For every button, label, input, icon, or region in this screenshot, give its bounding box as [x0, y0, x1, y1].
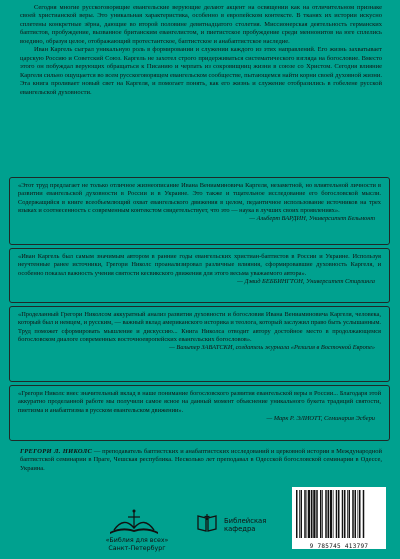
barcode-bars-icon	[295, 490, 383, 538]
review-text: «Грегори Николс внес значительный вклад в наше понимание богословского развития евангельской веры в России... Благодаря этой аккуратно проделанной работе мы получили самое ясное на данный момент объяснение уникального букета традиций святости, пиетизма и анабаптизма в русском евангельском движении».	[18, 390, 381, 414]
isbn-barcode	[292, 487, 386, 549]
bible-chair-logo-icon	[196, 512, 218, 534]
review-box	[9, 177, 390, 245]
intro-paragraph-1: Сегодня многие русскоговорящие евангельские верующие делают акцент на освящении как на отличительном признаке своей христианской веры. Это уникальная характеристика, особенно в европейском контексте. В тканях их истории искусно сплетены конкретные зёрна, дающие во второй половине девятнадцатого столетия. Миссионерская деятельность германских баптистов, пробуждение, вызванное британским евангелистом, и пиетистское пробуждение среди меннонитов на юге сплелись воедино, образуя целое, отображающий протестантское, баптистское и анабаптистское наследие.	[20, 4, 382, 45]
review-text: «Проделанный Грегори Николсом аккуратный анализ развития духовности и богословия Ивана Вениаминовича Каргеля, человека, который был и немцем, и русским, — важный вклад американского историка и теолога, который заслужил право быть услышанным. Труд поможет сформировать мышление и дискуссию... Книга Николса отводит автору достойное место в продолжающемся богословском диалоге современных восточноевропейских евангельских богословов».	[18, 311, 381, 343]
review-box	[9, 385, 390, 441]
review-text: «Этот труд предлагает не только отличное жизнеописание Ивана Вениаминовича Каргеля, незаметной, но влиятельной личности в развитии евангельской духовности в России и в Украине. Это также и тщательное исследование его богословской мысли. Содержащийся в книге всеобъемлющий охват евангельского движения в целом, педантичное использование источников на трех языках и соотнесенность с современным контекстом свидетельствует, что это — наука в лучших своих проявлениях».	[18, 182, 381, 214]
review-box	[9, 306, 390, 382]
review-author: — Вальтер ЗАВАТСКИ, создатель журнала «Религия в Восточной Европе»	[169, 344, 375, 352]
publisher-left-city: Санкт-Петербург	[108, 544, 166, 552]
author-bio-text: — преподаватель баптистских и анабаптистских исследований и церковной истории в Международной баптистской семинарии в Праге, Чешская республика. Несколько лет преподавал в Одесской богословской семинарии в Одессе, Украина.	[20, 448, 382, 472]
review-author: — Марк Р. ЭЛИОТТ, Семинария Эсбери	[266, 414, 375, 422]
review-author: — Альберт ВАРДИН, Университет Бельмонт	[249, 215, 375, 223]
review-author: — Дэвид БЕББИНГТОН, Университет Стирлинга	[237, 277, 375, 285]
review-text: «Иван Каргель был самым значимым автором в ранние годы евангельских христиан-баптистов в России и Украине. Используя неучтенные ранее источники, Грегори Николс проанализировал различные влияния, сформировавшие духовность Каргеля, и особенно показал важность учения святости кесвикского движения для этого весьма уважаемого автора».	[18, 253, 381, 277]
publisher-left-name: «Библия для всех»	[105, 537, 169, 544]
author-bio	[20, 448, 382, 473]
publisher-left	[82, 537, 192, 552]
publisher-right-line1: Библейская	[224, 517, 267, 525]
publisher-right	[224, 517, 284, 533]
review-box	[9, 248, 390, 303]
publisher-right-line2: кафедра	[224, 525, 256, 533]
intro-text	[20, 4, 382, 97]
intro-paragraph-2: Иван Каргель сыграл уникальную роль в формировании и служении каждого из этих направлений. Его жизнь захватывает царскую Россию и Советский Союз. Каргель не захотел строго придерживаться систематического взгляда на богословие. Вместо этого он побуждал верующих обращаться к Писанию и черпать из сокровищниц жизни в союзе со Христом. Сегодня влияние Каргеля сильно ощущается во всем русскоговорящем евангельском сообществе, пытающемся найти корни своей духовной жизни. Эта книга проливает новый свет на Каргеля, и помогает понять, как его жизнь и служение отобразились в гобелене русской евангельской духовности.	[20, 46, 382, 96]
author-name: ГРЕГОРИ Л. НИКОЛС	[20, 448, 93, 455]
bible-for-all-logo-icon	[108, 508, 160, 536]
barcode-digits: 9 785745 413797	[309, 543, 369, 550]
